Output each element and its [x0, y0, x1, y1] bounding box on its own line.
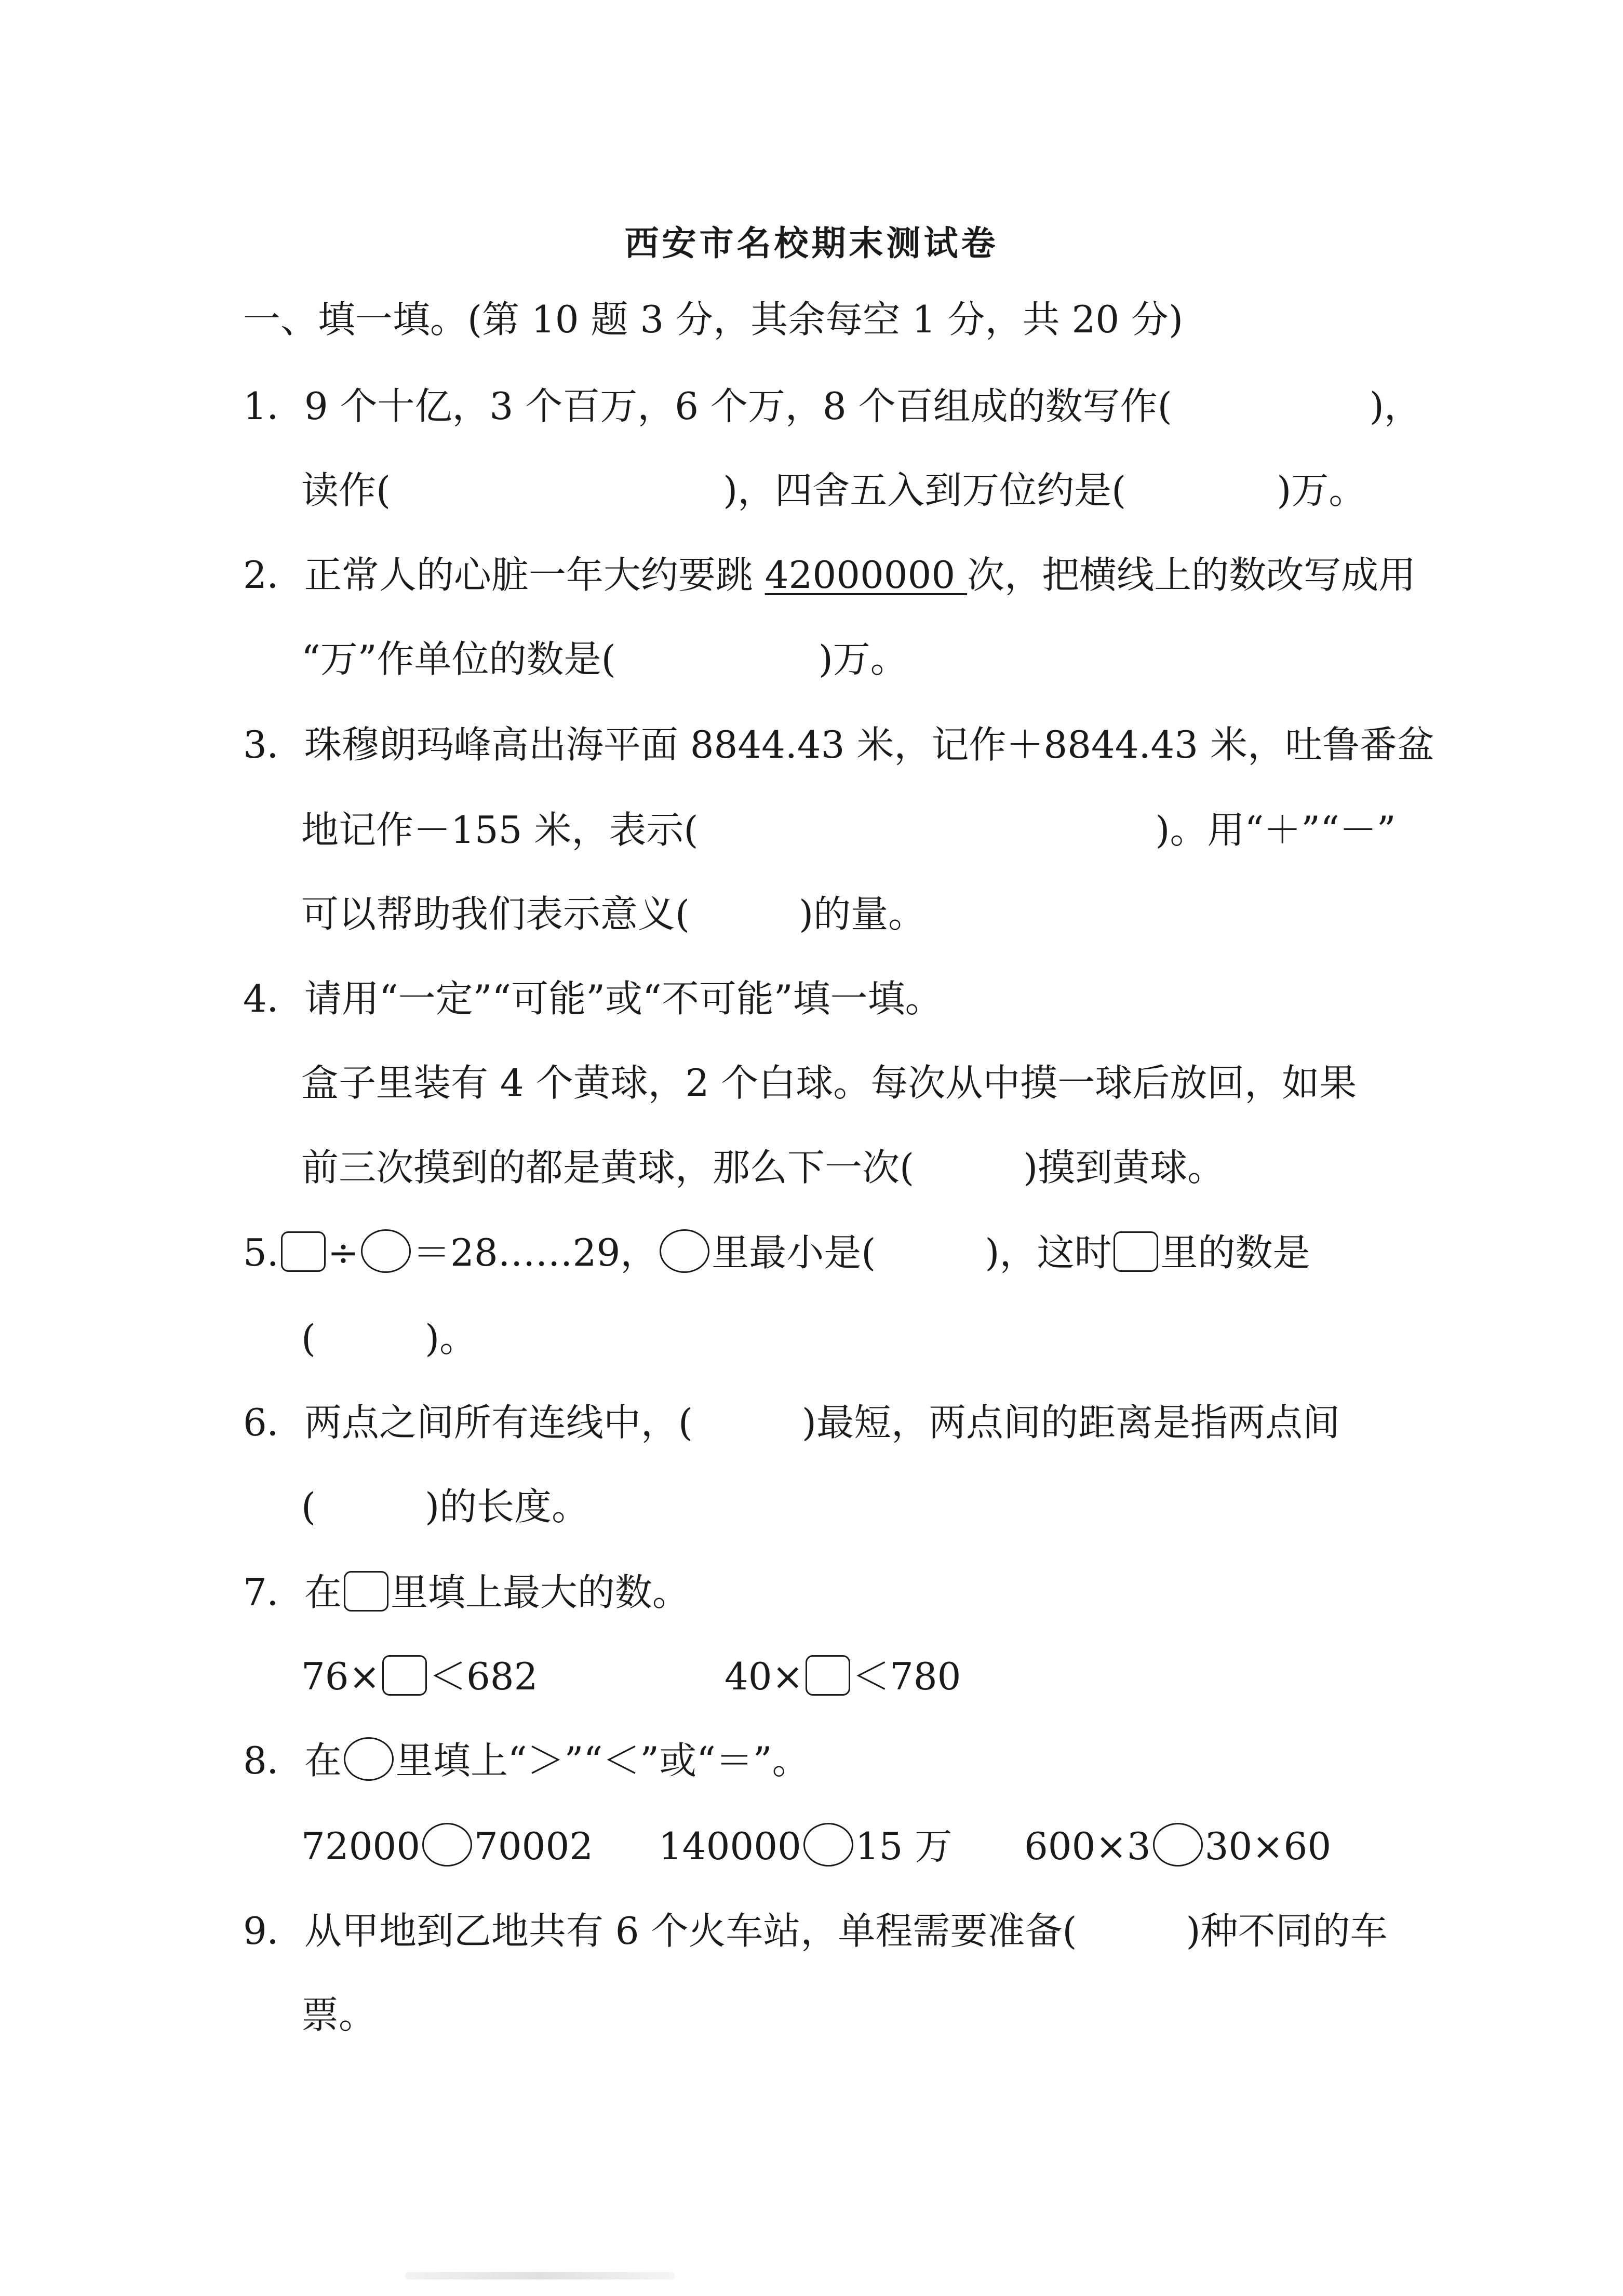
question-text: 次，把横线上的数改写成用 [967, 553, 1416, 597]
question-text: 盒子里装有 4 个黄球，2 个白球。每次从中摸一球后放回，如果 [301, 1061, 1357, 1105]
question-text: 读作( [301, 468, 391, 512]
question-3-line-3 [301, 888, 925, 940]
question-number: 7． [243, 1570, 304, 1614]
question-text: ＝28……29， [413, 1231, 658, 1274]
expression-text: ＜682 [428, 1655, 538, 1698]
question-text: 在 [304, 1739, 342, 1782]
question-7-expression-2 [725, 1650, 961, 1702]
question-8-expression-1 [301, 1820, 593, 1872]
question-text: )，四舍五入到万位约是( [723, 468, 1126, 512]
question-7-line-1 [243, 1566, 690, 1618]
expression-text: 72000 [301, 1824, 421, 1868]
square-box-icon[interactable] [281, 1231, 326, 1272]
question-number: 8． [243, 1739, 304, 1782]
question-text: ( [301, 1485, 316, 1528]
square-box-icon[interactable] [382, 1655, 427, 1696]
question-5-line-2 [301, 1312, 477, 1364]
question-text: 里的数是 [1160, 1231, 1310, 1274]
question-text: )的长度。 [425, 1485, 589, 1528]
question-8-expression-2 [659, 1820, 952, 1872]
question-6-line-2 [301, 1481, 589, 1533]
question-text: ( [301, 1317, 316, 1360]
question-number: 2． [243, 553, 304, 597]
question-text: 正常人的心脏一年大约要跳 [304, 553, 765, 597]
question-1-line-1 [243, 380, 1421, 432]
faint-scan-mark [405, 2272, 675, 2279]
question-text: 票。 [301, 1993, 377, 2037]
question-text: 9 个十亿，3 个百万，6 个万，8 个百组成的数写作( [304, 384, 1172, 428]
question-text: )摸到黄球。 [1023, 1146, 1225, 1189]
page-title: 西安市名校期末测试卷 [624, 223, 999, 263]
question-text: 里填上“＞”“＜”或“＝”。 [395, 1739, 810, 1782]
question-text: 可以帮助我们表示意义( [301, 892, 690, 936]
question-1-line-2 [301, 464, 1366, 516]
question-5-line-1 [243, 1227, 1310, 1279]
square-box-icon [344, 1571, 388, 1612]
question-text: 从甲地到乙地共有 6 个火车站，单程需要准备( [304, 1909, 1077, 1953]
question-2-line-1 [243, 549, 1416, 601]
question-3-line-2 [301, 804, 1396, 856]
question-text: “万”作单位的数是( [301, 637, 616, 681]
question-4-line-1 [243, 973, 943, 1025]
question-9-line-1 [243, 1905, 1388, 1957]
question-number: 1． [243, 384, 304, 428]
expression-text: 30×60 [1204, 1824, 1332, 1868]
circle-icon[interactable] [803, 1823, 853, 1867]
question-text: )种不同的车 [1186, 1909, 1388, 1953]
divide-sign: ÷ [327, 1231, 359, 1274]
question-text: )万。 [818, 637, 908, 681]
question-8-expression-3 [1024, 1820, 1331, 1872]
question-text: 里最小是( [712, 1231, 876, 1274]
question-text: )万。 [1277, 468, 1366, 512]
question-2-line-2 [301, 633, 908, 685]
expression-text: 76× [301, 1655, 380, 1698]
expression-text: 40× [725, 1655, 803, 1698]
circle-icon[interactable] [422, 1823, 472, 1867]
circle-icon [660, 1229, 709, 1273]
question-text: 珠穆朗玛峰高出海平面 8844.43 米，记作＋8844.43 米，吐鲁番盆 [304, 723, 1434, 767]
question-number: 5. [243, 1231, 279, 1274]
question-text: 在 [304, 1570, 342, 1614]
question-text: 两点之间所有连线中，( [304, 1401, 693, 1444]
circle-icon [344, 1737, 394, 1781]
question-text: 前三次摸到的都是黄球，那么下一次( [301, 1146, 915, 1189]
square-box-icon[interactable] [806, 1655, 850, 1696]
expression-text: 15 万 [855, 1824, 953, 1868]
question-text: 里填上最大的数。 [390, 1570, 690, 1614]
question-9-line-2 [301, 1989, 376, 2041]
expression-text: 140000 [659, 1824, 801, 1868]
question-6-line-1 [243, 1397, 1340, 1448]
question-4-line-2 [301, 1057, 1357, 1109]
question-text: )， [1369, 384, 1421, 428]
question-4-line-3 [301, 1142, 1225, 1193]
circle-icon[interactable] [1153, 1823, 1203, 1867]
underlined-number: 42000000 [764, 553, 968, 597]
question-text: )，这时 [985, 1231, 1112, 1274]
expression-text: 70002 [474, 1824, 594, 1868]
question-text: )。 [425, 1317, 477, 1360]
question-text: )的量。 [799, 892, 926, 936]
question-7-expression-1 [301, 1650, 538, 1702]
question-text: )最短，两点间的距离是指两点间 [801, 1401, 1340, 1444]
question-8-line-1 [243, 1735, 810, 1787]
circle-icon[interactable] [361, 1229, 411, 1273]
section-heading: 一、填一填。(第 10 题 3 分，其余每空 1 分，共 20 分) [243, 298, 1184, 341]
question-text: 地记作－155 米，表示( [301, 808, 699, 852]
question-text: 请用“一定”“可能”或“不可能”填一填。 [304, 977, 943, 1021]
question-3-line-1 [243, 719, 1434, 771]
question-number: 4． [243, 977, 304, 1021]
square-box-icon [1114, 1231, 1158, 1272]
question-number: 9． [243, 1909, 304, 1953]
expression-text: ＜780 [852, 1655, 961, 1698]
question-number: 6． [243, 1401, 304, 1444]
question-number: 3． [243, 723, 304, 767]
expression-text: 600×3 [1024, 1824, 1151, 1868]
question-text: )。用“＋”“－” [1155, 808, 1396, 852]
